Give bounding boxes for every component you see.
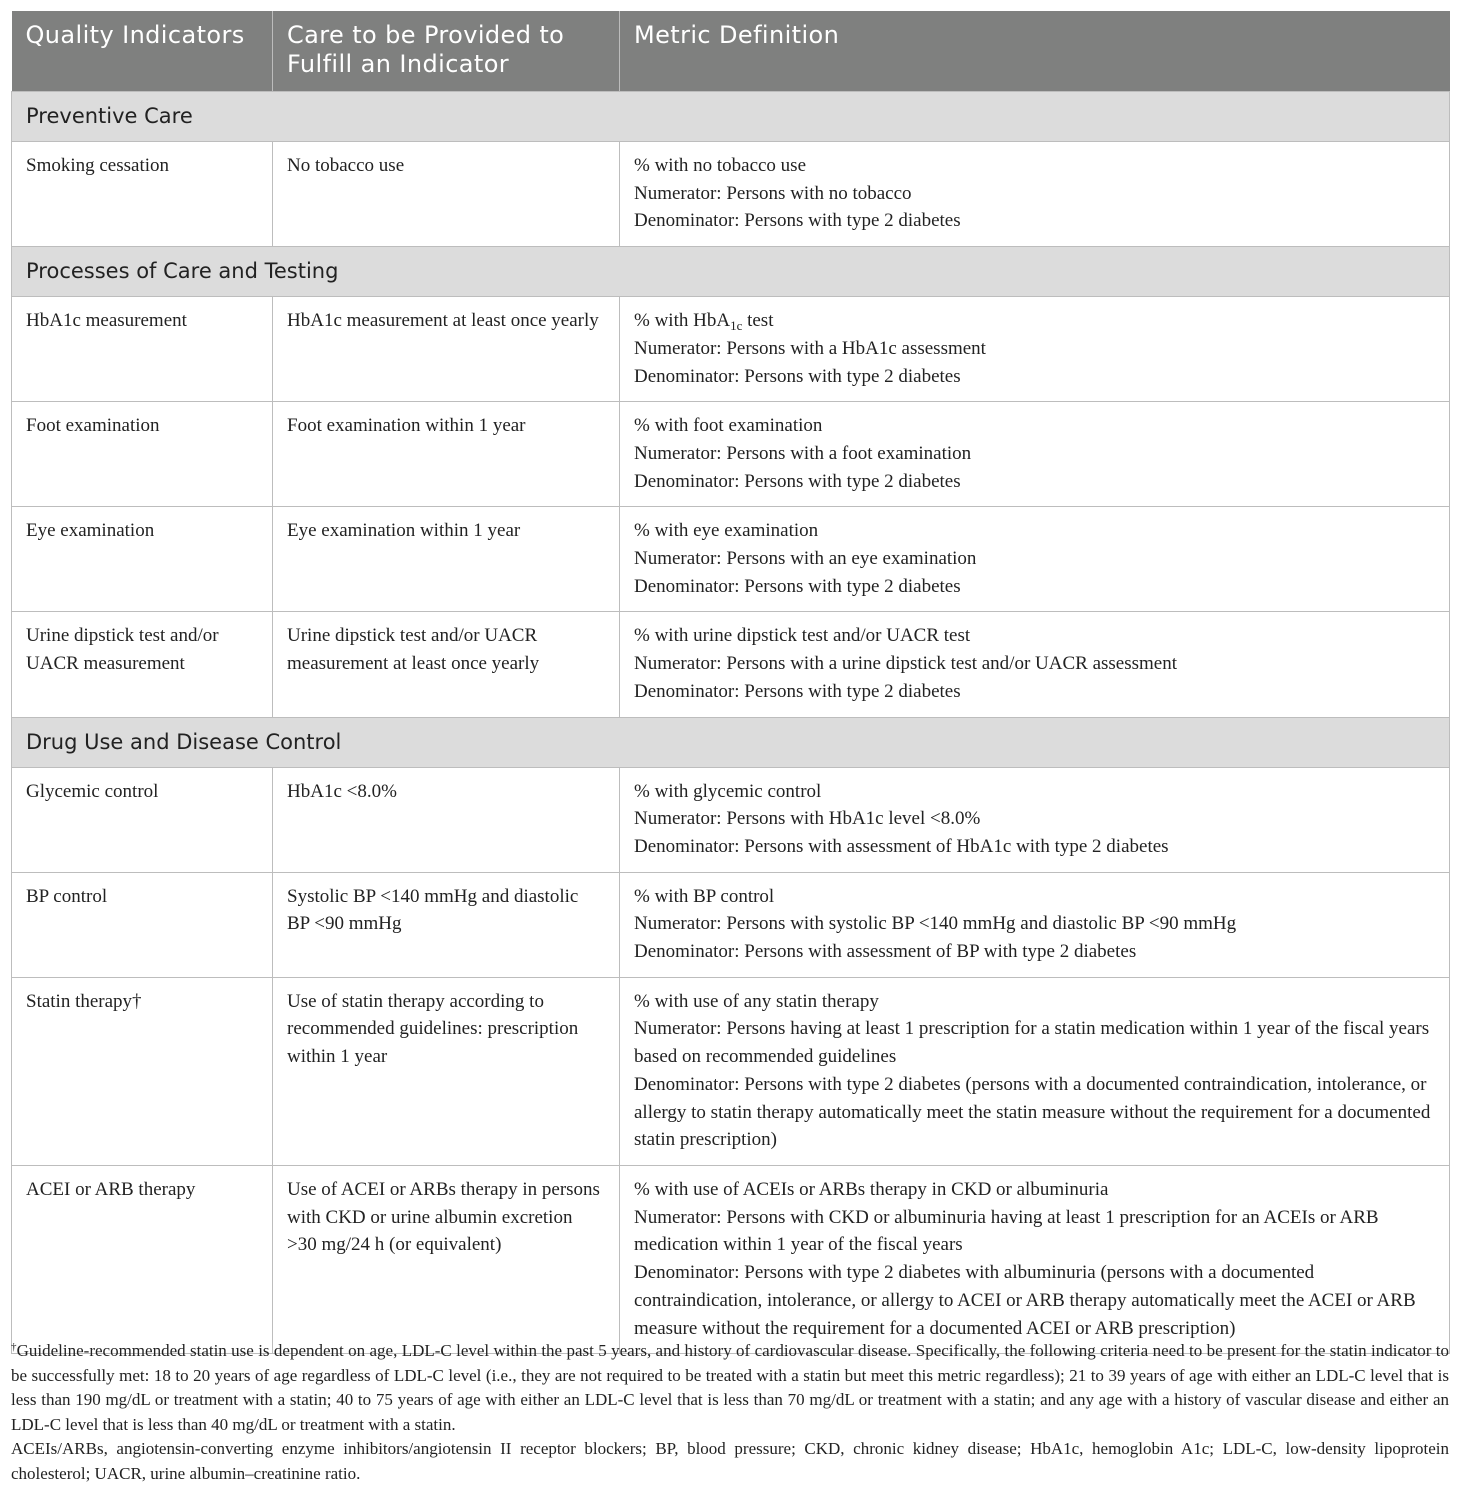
table-row [12, 612, 1450, 717]
indicator-cell: Foot examination [12, 402, 273, 507]
indicator-cell: ACEI or ARB therapy [12, 1165, 273, 1353]
metric-cell [620, 142, 1450, 247]
metric-denominator: Denominator: Persons with type 2 diabetes [634, 680, 961, 702]
abbreviations-footnote: ACEIs/ARBs, angiotensin-converting enzyme inhibitors/angiotensin II receptor blockers; BP, blood pressure; CKD, chronic kidney disease; HbA1c, hemoglobin A1c; LDL-C, low-density lipoprotein cholesterol; UACR, urine albumin–creatinine ratio. [11, 1439, 1449, 1483]
metric-denominator: Denominator: Persons with assessment of HbA1c with type 2 diabetes [634, 835, 1169, 857]
care-cell: No tobacco use [273, 142, 620, 247]
metric-percent: % with BP control [634, 885, 775, 907]
metric-denominator: Denominator: Persons with type 2 diabetes (persons with a documented contraindication, intolerance, or allergy to statin therapy automatically meet the statin measure without the requirement for a documented statin prescription) [634, 1073, 1431, 1151]
header-quality-indicators: Quality Indicators [12, 11, 273, 92]
metric-numerator: Numerator: Persons with HbA1c level <8.0% [634, 808, 981, 830]
metric-numerator: Numerator: Persons with a urine dipstick test and/or UACR assessment [634, 653, 1178, 675]
metric-denominator: Denominator: Persons with assessment of BP with type 2 diabetes [634, 941, 1137, 963]
section-row-preventive-care [12, 92, 1450, 142]
dagger-mark: † [11, 1341, 17, 1353]
metric-numerator: Numerator: Persons having at least 1 prescription for a statin medication within 1 year of the fiscal years based on recommended guidelines [634, 1018, 1430, 1068]
metric-numerator: Numerator: Persons with no tobacco [634, 182, 912, 204]
metric-numerator: Numerator: Persons with systolic BP <140 mmHg and diastolic BP <90 mmHg [634, 913, 1237, 935]
table-row [12, 767, 1450, 872]
indicator-cell: Smoking cessation [12, 142, 273, 247]
metric-percent: % with glycemic control [634, 780, 822, 802]
metric-percent: % with use of ACEIs or ARBs therapy in CKD or albuminuria [634, 1178, 1109, 1200]
indicator-cell: Statin therapy† [12, 977, 273, 1165]
metric-denominator: Denominator: Persons with type 2 diabetes [634, 575, 961, 597]
section-row-processes-of-care [12, 247, 1450, 297]
metric-denominator: Denominator: Persons with type 2 diabetes with albuminuria (persons with a documented contraindication, intolerance, or allergy to ACEI or ARB therapy automatically meet the ACEI or ARB measure without the requirement for a documented ACEI or ARB prescription) [634, 1262, 1416, 1339]
section-title: Processes of Care and Testing [12, 247, 1450, 297]
indicator-cell: Eye examination [12, 507, 273, 612]
care-cell: Eye examination within 1 year [273, 507, 620, 612]
table-row [12, 1165, 1450, 1353]
metric-numerator: Numerator: Persons with a foot examination [634, 442, 972, 464]
table-row [12, 142, 1450, 247]
metric-numerator: Numerator: Persons with an eye examination [634, 548, 977, 570]
metric-percent: % with no tobacco use [634, 155, 807, 176]
metric-denominator: Denominator: Persons with type 2 diabetes [634, 210, 961, 232]
care-cell: HbA1c measurement at least once yearly [273, 297, 620, 402]
dagger-footnote-text: Guideline-recommended statin use is dependent on age, LDL-C level within the past 5 years, and history of cardiovascular disease. Specifically, the following criteria need to be present for the statin indicator to be successfully met: 18 to 20 years of age regardless of LDL-C level (i.e., they are not required to be treated with a statin but meet this metric regardless); 21 to 39 years of age with either an LDL-C level that is less than 190 mg/dL or treatment with a statin; 40 to 75 years of age with either an LDL-C level that is less than 70 mg/dL or treatment with a statin; and any age with a history of vascular disease and either an LDL-C level that is less than 40 mg/dL or treatment with a statin. [11, 1341, 1450, 1434]
metric-percent: % with eye examination [634, 520, 819, 542]
metric-cell [620, 612, 1450, 717]
indicator-cell: Urine dipstick test and/or UACR measurement [12, 612, 273, 717]
table-header-row [12, 11, 1450, 92]
table-row [12, 872, 1450, 977]
metric-denominator: Denominator: Persons with type 2 diabetes [634, 365, 961, 387]
metric-numerator: Numerator: Persons with CKD or albuminuria having at least 1 prescription for an ACEIs or ARB medication within 1 year of the fiscal years [634, 1206, 1379, 1256]
section-row-drug-use [12, 717, 1450, 767]
metric-cell [620, 507, 1450, 612]
section-title: Preventive Care [12, 92, 1450, 142]
care-cell: Use of ACEI or ARBs therapy in persons with CKD or urine albumin excretion >30 mg/24 h (or equivalent) [273, 1165, 620, 1353]
header-metric-definition: Metric Definition [620, 11, 1450, 92]
indicator-cell: BP control [12, 872, 273, 977]
metric-cell [620, 977, 1450, 1165]
quality-indicators-table [11, 11, 1450, 1354]
table-row [12, 297, 1450, 402]
care-cell: Foot examination within 1 year [273, 402, 620, 507]
metric-cell [620, 297, 1450, 402]
header-care-provided: Care to be Provided to Fulfill an Indicator [273, 11, 620, 92]
metric-numerator: Numerator: Persons with a HbA1c assessment [634, 337, 986, 359]
metric-cell [620, 767, 1450, 872]
indicator-cell: HbA1c measurement [12, 297, 273, 402]
care-cell: HbA1c <8.0% [273, 767, 620, 872]
metric-percent: % with foot examination [634, 415, 823, 437]
metric-percent: % with HbA$_{1c}$ test [634, 310, 774, 334]
dagger-footnote [11, 1339, 1449, 1437]
metric-cell [620, 402, 1450, 507]
metric-cell [620, 872, 1450, 977]
table-footnotes [11, 1339, 1449, 1486]
indicator-cell: Glycemic control [12, 767, 273, 872]
care-cell: Use of statin therapy according to recommended guidelines: prescription within 1 year [273, 977, 620, 1165]
care-cell: Urine dipstick test and/or UACR measurement at least once yearly [273, 612, 620, 717]
metric-cell [620, 1165, 1450, 1353]
metric-percent: % with use of any statin therapy [634, 990, 879, 1012]
table-row [12, 402, 1450, 507]
quality-indicators-table-container [11, 11, 1449, 1354]
table-row [12, 977, 1450, 1165]
metric-percent: % with urine dipstick test and/or UACR test [634, 625, 971, 647]
care-cell: Systolic BP <140 mmHg and diastolic BP <90 mmHg [273, 872, 620, 977]
section-title: Drug Use and Disease Control [12, 717, 1450, 767]
metric-denominator: Denominator: Persons with type 2 diabetes [634, 470, 961, 492]
table-row [12, 507, 1450, 612]
